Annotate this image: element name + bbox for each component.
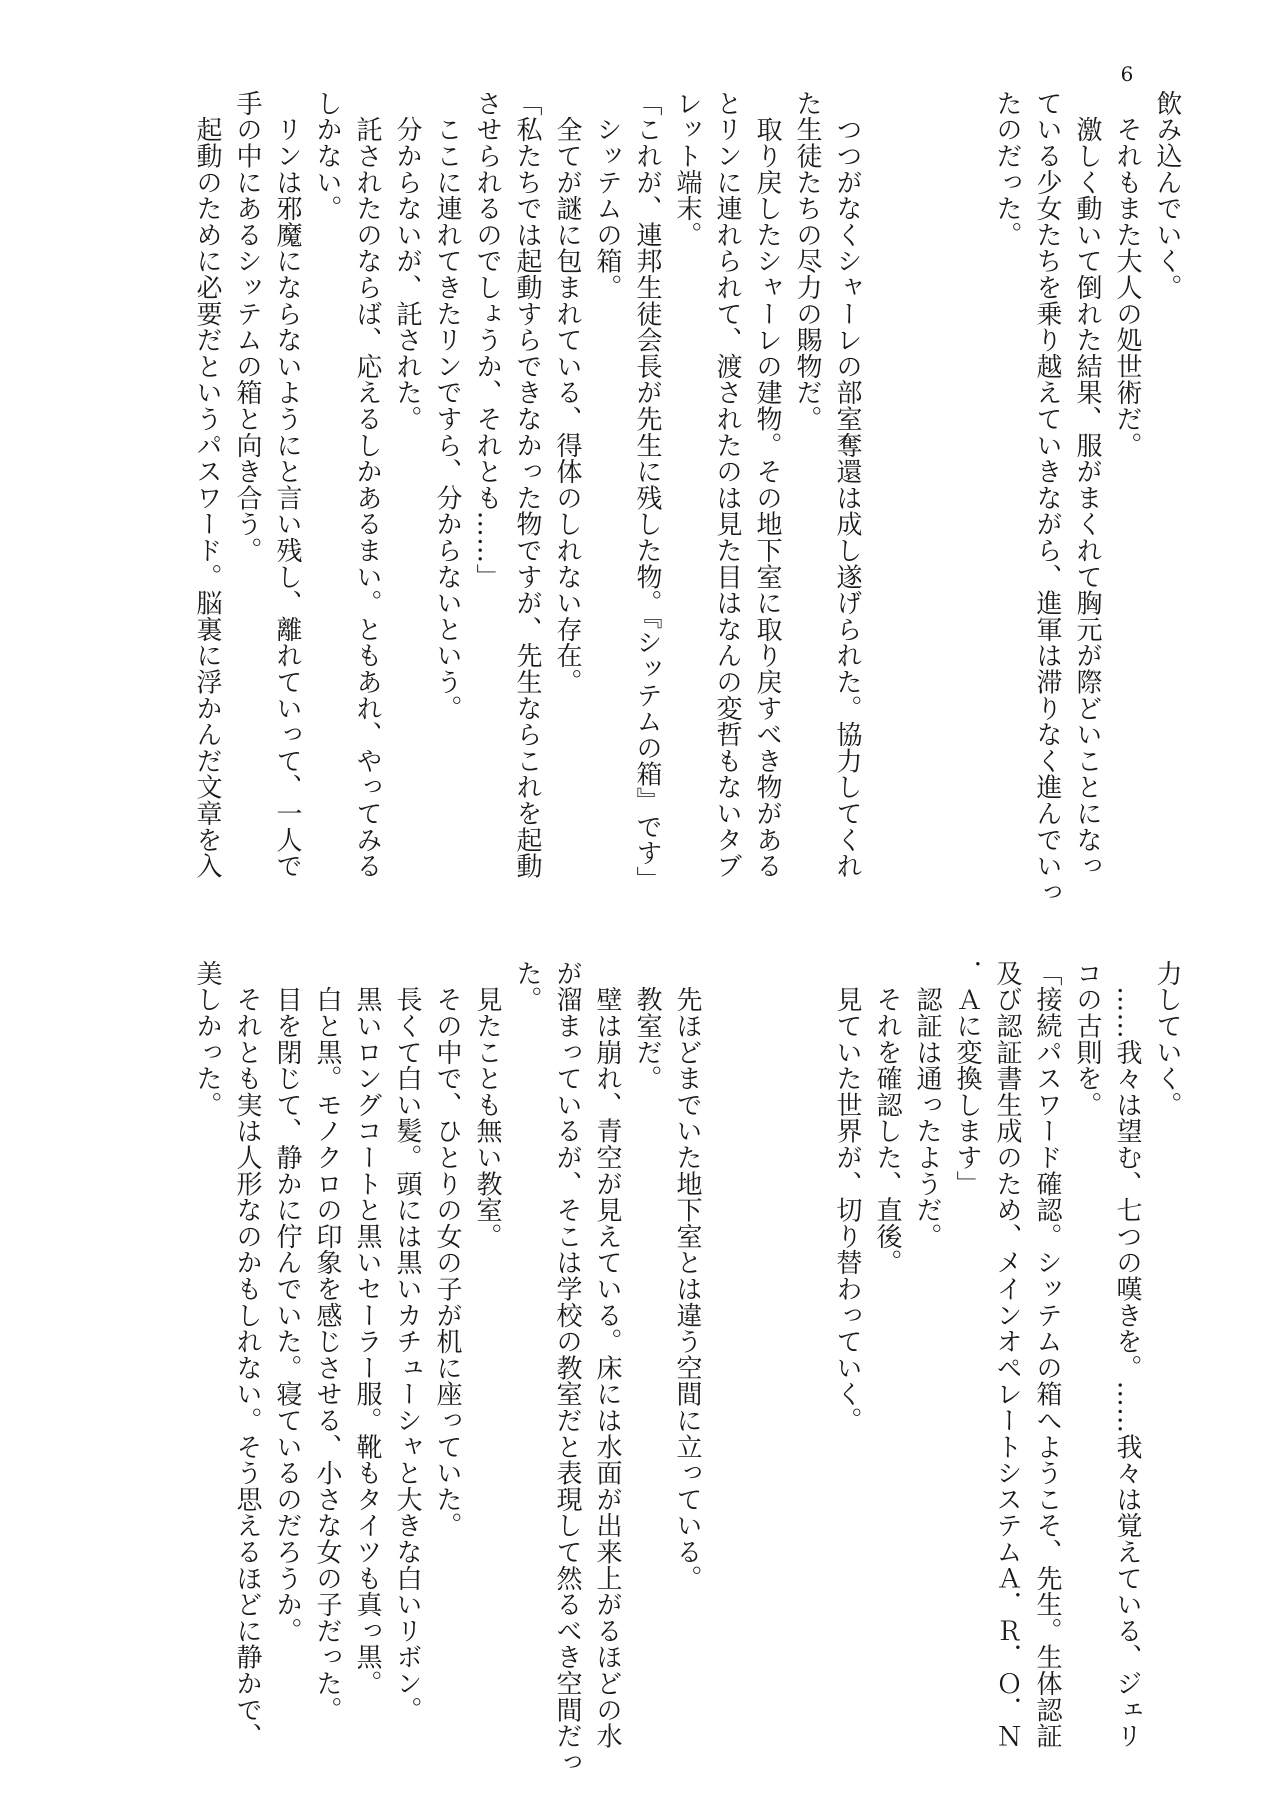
lower-text-block [187, 960, 1187, 1780]
text-column [947, 90, 987, 910]
text-column: 分からないが、託された。 [392, 90, 422, 432]
text-column: 「これが、連邦生徒会長が先生に残した物。『シッテムの箱』です」 [632, 90, 662, 893]
text-column: それとも実は人形なのかもしれない。そう思えるほどに静かで、 [232, 960, 262, 1749]
text-column: 「接続パスワード確認。シッテムの箱へようこそ、先生。生体認証 [1032, 960, 1062, 1749]
text-column: 認証は通ったようだ。 [912, 960, 942, 1250]
text-column: 激しく動いて倒れた結果、服がまくれて胸元が際どいことになっ [1072, 90, 1102, 879]
text-column: 教室だ。 [632, 960, 662, 1092]
text-column: その中で、ひとりの女の子が机に座っていた。 [432, 960, 462, 1539]
text-column: とリンに連れられて、渡されたのは見た目はなんの変哲もないタブ [712, 90, 742, 879]
text-column: シッテムの箱。 [592, 90, 622, 301]
text-column: コの古則を。 [1072, 960, 1102, 1118]
text-column: 手の中にあるシッテムの箱と向き合う。 [232, 90, 262, 564]
text-column: 白と黒。モノクロの印象を感じさせる、小さな女の子だった。 [312, 960, 342, 1723]
text-column: レット端末。 [672, 90, 702, 248]
text-column: 「私たちでは起動すらできなかった物ですが、先生ならこれを起動 [512, 90, 542, 879]
text-column: 飲み込んでいく。 [1152, 90, 1182, 301]
text-column: つつがなくシャーレの部室奪還は成し遂げられた。協力してくれ [832, 90, 862, 879]
text-column: ている少女たちを乗り越えていきながら、進軍は滞りなく進んでいっ [1032, 90, 1062, 906]
text-column: が溜まっているが、そこは学校の教室だと表現して然るべき空間だっ [552, 960, 582, 1776]
text-column [747, 960, 787, 1780]
text-column [707, 960, 747, 1780]
text-column: それもまた大人の処世術だ。 [1112, 90, 1142, 459]
text-column: 長くて白い髪。頭には黒いカチューシャと大きな白いリボン。 [392, 960, 422, 1723]
text-column: 美しかった。 [192, 960, 222, 1118]
text-column: ここに連れてきたリンですら、分からないという。 [432, 90, 462, 722]
text-column: 壁は崩れ、青空が見えている。床には水面が出来上がるほどの水 [592, 960, 622, 1749]
text-column: させられるのでしょうか、それとも……」 [472, 90, 502, 590]
text-column [867, 90, 907, 910]
text-column: たのだった。 [992, 90, 1022, 248]
text-column: 託されたのならば、応えるしかあるまい。ともあれ、やってみる [352, 90, 382, 879]
text-column: それを確認した、直後。 [872, 960, 902, 1276]
text-column: 先ほどまでいた地下室とは違う空間に立っている。 [672, 960, 702, 1592]
text-column: 全てが謎に包まれている、得体のしれない存在。 [552, 90, 582, 695]
text-column: 見たことも無い教室。 [472, 960, 502, 1250]
text-column: 起動のために必要だというパスワード。脳裏に浮かんだ文章を入 [192, 90, 222, 879]
text-column: 黒いロングコートと黒いセーラー服。靴もタイツも真っ黒。 [352, 960, 382, 1697]
text-column: 目を閉じて、静かに佇んでいた。寝ているのだろうか。 [272, 960, 302, 1644]
text-column: ．Ａに変換します」 [952, 960, 982, 1197]
text-column: ……我々は望む、七つの嘆きを。……我々は覚えている、ジェリ [1112, 960, 1142, 1749]
text-column: た生徒たちの尽力の賜物だ。 [792, 90, 822, 432]
text-column [787, 960, 827, 1780]
page-number: 6 [1120, 62, 1134, 86]
text-column: 取り戻したシャーレの建物。その地下室に取り戻すべき物がある [752, 90, 782, 879]
text-column: 力していく。 [1152, 960, 1182, 1118]
text-column [907, 90, 947, 910]
text-column: 及び認証書生成のため、メインオペレートシステムＡ．Ｒ．Ｏ．Ｎ [992, 960, 1022, 1749]
text-column: た。 [512, 960, 542, 1013]
upper-text-block [187, 90, 1187, 910]
text-column: 見ていた世界が、切り替わっていく。 [832, 960, 862, 1434]
text-column: しかない。 [312, 90, 342, 222]
text-column: リンは邪魔にならないようにと言い残し、離れていって、一人で [272, 90, 302, 879]
